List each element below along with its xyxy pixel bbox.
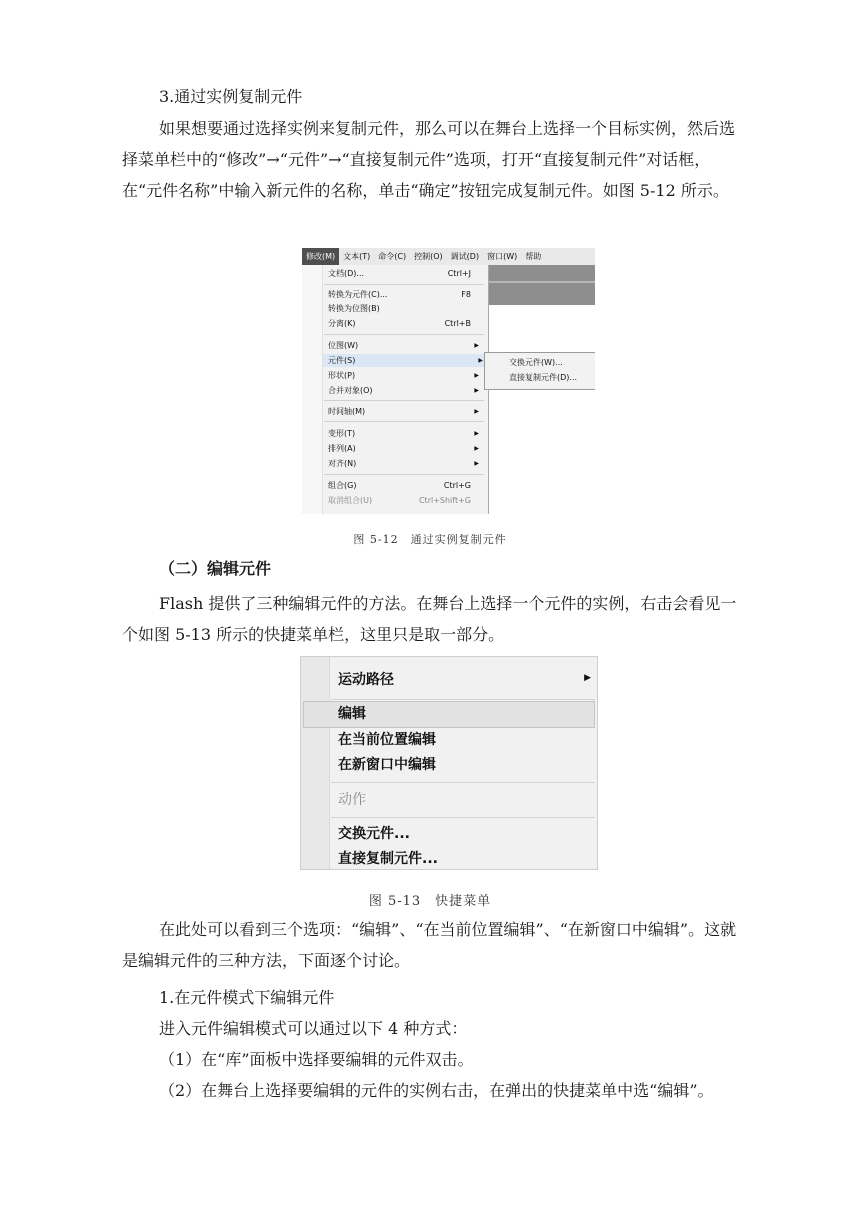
menu-item-label: 形状(P) [328, 371, 356, 380]
shortcut-label: Ctrl+J [447, 269, 471, 278]
menu-item-bitmap[interactable] [328, 339, 483, 352]
menu-help[interactable]: 帮助 [525, 252, 542, 261]
menu-gutter [301, 657, 330, 869]
figure-context-menu [300, 656, 598, 870]
menu-text[interactable]: 文本(T) [343, 252, 371, 261]
menu-item-combine-objects[interactable] [328, 384, 483, 397]
triangle-right-icon: ▶ [474, 342, 479, 349]
menu-debug[interactable]: 调试(D) [450, 252, 480, 261]
menu-window[interactable]: 窗口(W) [487, 252, 518, 261]
shortcut-label: Ctrl+Shift+G [418, 496, 471, 505]
menu-item-convert-symbol[interactable] [328, 288, 483, 301]
separator [331, 817, 595, 818]
menu-item-document[interactable] [328, 267, 483, 280]
menu-item-break-apart[interactable] [328, 317, 483, 330]
context-item-actions[interactable]: 动作 [338, 792, 366, 808]
paragraph-three-options: 在此处可以看到三个选项：“编辑”、“在当前位置编辑”、“在新窗口中编辑”。这就是编辑元件的三种方法，下面逐个讨论。 [122, 920, 737, 970]
menu-item-label: 位图(W) [328, 341, 359, 350]
menu-item-convert-bitmap[interactable] [328, 302, 483, 315]
list-item-1: （1）在“库”面板中选择要编辑的元件双击。 [159, 1050, 474, 1069]
menu-gutter [302, 265, 323, 514]
menu-item-symbol[interactable] [323, 354, 487, 367]
menu-item-label: 转换为位图(B) [328, 304, 380, 313]
menu-item-shape[interactable] [328, 369, 483, 382]
menu-item-label: 文档(D)... [328, 269, 365, 278]
context-item-edit-in-place[interactable]: 在当前位置编辑 [338, 732, 436, 748]
separator [331, 699, 595, 700]
menu-item-label: 变形(T) [328, 429, 356, 438]
menu-item-label: 对齐(N) [328, 459, 357, 468]
section-heading: 3.通过实例复制元件 [159, 87, 303, 106]
stage-background [489, 265, 595, 305]
separator [324, 474, 484, 475]
separator [324, 421, 484, 422]
menu-item-label: 排列(A) [328, 444, 356, 453]
triangle-right-icon: ▶ [474, 460, 479, 467]
menu-item-ungroup[interactable] [328, 494, 483, 507]
shortcut-label: Ctrl+B [444, 319, 471, 328]
menu-item-label: 合并对象(O) [328, 386, 373, 395]
context-item-swap-symbol[interactable]: 交换元件... [338, 826, 410, 842]
triangle-right-icon: ▶ [474, 445, 479, 452]
subheading-symbol-mode: 1.在元件模式下编辑元件 [159, 988, 335, 1007]
paragraph-edit-methods: Flash 提供了三种编辑元件的方法。在舞台上选择一个元件的实例，右击会看见一个如图 5-13 所示的快捷菜单栏，这里只是取一部分。 [122, 594, 737, 644]
list-item-2: （2）在舞台上选择要编辑的元件的实例右击，在弹出的快捷菜单中选“编辑”。 [159, 1081, 714, 1100]
separator [331, 782, 595, 783]
triangle-right-icon: ▶ [474, 408, 479, 415]
menu-commands[interactable]: 命令(C) [378, 252, 407, 261]
triangle-right-icon: ▶ [478, 357, 483, 364]
separator [324, 284, 484, 285]
figure-modify-menu [302, 248, 595, 514]
triangle-right-icon: ▶ [584, 673, 591, 683]
menu-item-label: 元件(S) [328, 356, 356, 365]
shortcut-label: Ctrl+G [443, 481, 471, 490]
paragraph-copy-instance: 如果想要通过选择实例来复制元件，那么可以在舞台上选择一个目标实例，然后选择菜单栏中的“修改”→“元件”→“直接复制元件”选项，打开“直接复制元件”对话框，在“元件名称”中输入新元件的名称，单击“确定”按钮完成复制元件。如图 5-12 所示。 [122, 119, 736, 200]
triangle-right-icon: ▶ [474, 372, 479, 379]
submenu-item-swap-symbol[interactable]: 交换元件(W)... [509, 358, 563, 367]
menu-bar [302, 248, 595, 266]
menu-item-label: 转换为元件(C)... [328, 290, 388, 299]
context-item-edit[interactable]: 编辑 [338, 706, 366, 722]
figure-caption: 图 5-13 快捷菜单 [368, 894, 492, 909]
menu-item-label: 取消组合(U) [328, 496, 373, 505]
menu-control[interactable]: 控制(O) [414, 252, 443, 261]
menu-modify[interactable]: 修改(M) [302, 248, 339, 265]
paragraph-four-ways: 进入元件编辑模式可以通过以下 4 种方式： [159, 1019, 468, 1038]
menu-item-group[interactable] [328, 479, 483, 492]
menu-item-label: 时间轴(M) [328, 407, 366, 416]
stage-band [489, 281, 595, 283]
triangle-right-icon: ▶ [474, 430, 479, 437]
separator [324, 334, 484, 335]
submenu-item-duplicate-symbol[interactable]: 直接复制元件(D)... [509, 373, 578, 382]
context-item-motion-path[interactable]: 运动路径 [338, 672, 394, 688]
menu-item-label: 分离(K) [328, 319, 356, 328]
menu-item-arrange[interactable] [328, 442, 483, 455]
modify-dropdown [302, 265, 489, 514]
separator [324, 400, 484, 401]
triangle-right-icon: ▶ [474, 387, 479, 394]
section-heading: （二）编辑元件 [159, 559, 272, 578]
menu-item-label: 组合(G) [328, 481, 357, 490]
context-item-duplicate-symbol[interactable]: 直接复制元件... [338, 851, 438, 867]
symbol-submenu [484, 352, 595, 390]
menu-item-timeline[interactable] [328, 405, 483, 418]
menu-item-align[interactable] [328, 457, 483, 470]
shortcut-label: F8 [461, 290, 471, 299]
context-item-edit-in-new-window[interactable]: 在新窗口中编辑 [338, 757, 436, 773]
figure-caption: 图 5-12 通过实例复制元件 [353, 533, 507, 546]
menu-item-transform[interactable] [328, 427, 483, 440]
